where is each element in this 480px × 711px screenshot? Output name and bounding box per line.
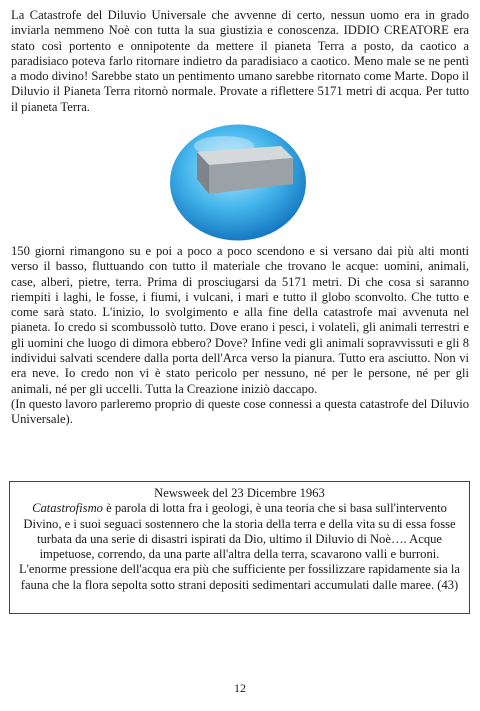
quote-italic-term: Catastrofismo (32, 501, 103, 516)
paragraph-flood-description (11, 244, 469, 428)
quote-text: è parola di lotta fra i geologi, è una teoria che si basa sull'intervento Divino, e i suoi seguaci sostennero che la storia della terra e della vita su di essa fosse turbata da una serie di disastri ispirati da Dio, ultimo il Diluvio di Noè…. Acque impetuose, correndo, da una parte all'altra della terra, scavarono valli e burroni. L'enorme pressione dell'acqua era più che sufficiente per fossilizzare rapidamente sia la fauna che la flora sepolta sotto strani depositi sedimentari accumulati dalle maree. (43) (18, 501, 461, 592)
paragraph-note: (In questo lavoro parleremo proprio di queste cose connessi a questa catastrofe del Diluvio Universale). (11, 396, 469, 427)
earth-sphere-with-slab-image (169, 124, 307, 241)
flood-illustration (169, 124, 307, 241)
paragraph-body: 150 giorni rimangono su e poi a poco a poco scendono e si versano dai più alti monti verso il basso, fluttuando con tutto il materiale che trovano le acque: uomini, animali, case, alberi, pietre, terra. Prima di prosciugarsi da 5171 metri. Di che cosa si saranno riempiti i laghi, le fosse, i fiumi, i vulcani, i mari e tutto il globo sconvolto. Che tutto e come sarà stato. L'inizio, lo svolgimento e alla fine della catastrofe mai avvenuta nel pianeta. Io credo si scombussolò tutto. Dove erano i pesci, i volatelì, gli animali terrestri e gli uomini che luogo di dimora ebbero? Dove? Infine vedi gli animali sopravvissuti e gli 8 individui salvati scendere dalla porta dell'Arca verso la pianura. Tutto era asciutto. Non vi era neve. Io credo non vi è stato pericolo per nessuno, né per le persone, né per gli animali, né per gli uccelli. Tutta la Creazione iniziò daccapo. (11, 244, 469, 396)
paragraph-intro: La Catastrofe del Diluvio Universale che avvenne di certo, nessun uomo era in grado inviarla nemmeno Noè con tutta la sua giustizia e conoscenza. IDDIO CREATORE era stato così portento e onnipotente da mettere il pianeta Terra a posto, da caotico a paradisiaco poteva farlo ritornare indietro da paradisiaco a caotico. Meno male se ne pentì a modo divino! Sarebbe stato un pentimento umano sarebbe ritornato come Marte. Dopo il Diluvio il Pianeta Terra ritornò normale. Provate a riflettere 5171 metri di acqua. Per tutto il pianeta Terra. (11, 8, 469, 114)
page-number: 12 (234, 681, 246, 695)
quote-heading: Newsweek del 23 Dicembre 1963 (154, 486, 325, 500)
quote-body (16, 501, 463, 593)
newsweek-quote-box (9, 481, 470, 614)
